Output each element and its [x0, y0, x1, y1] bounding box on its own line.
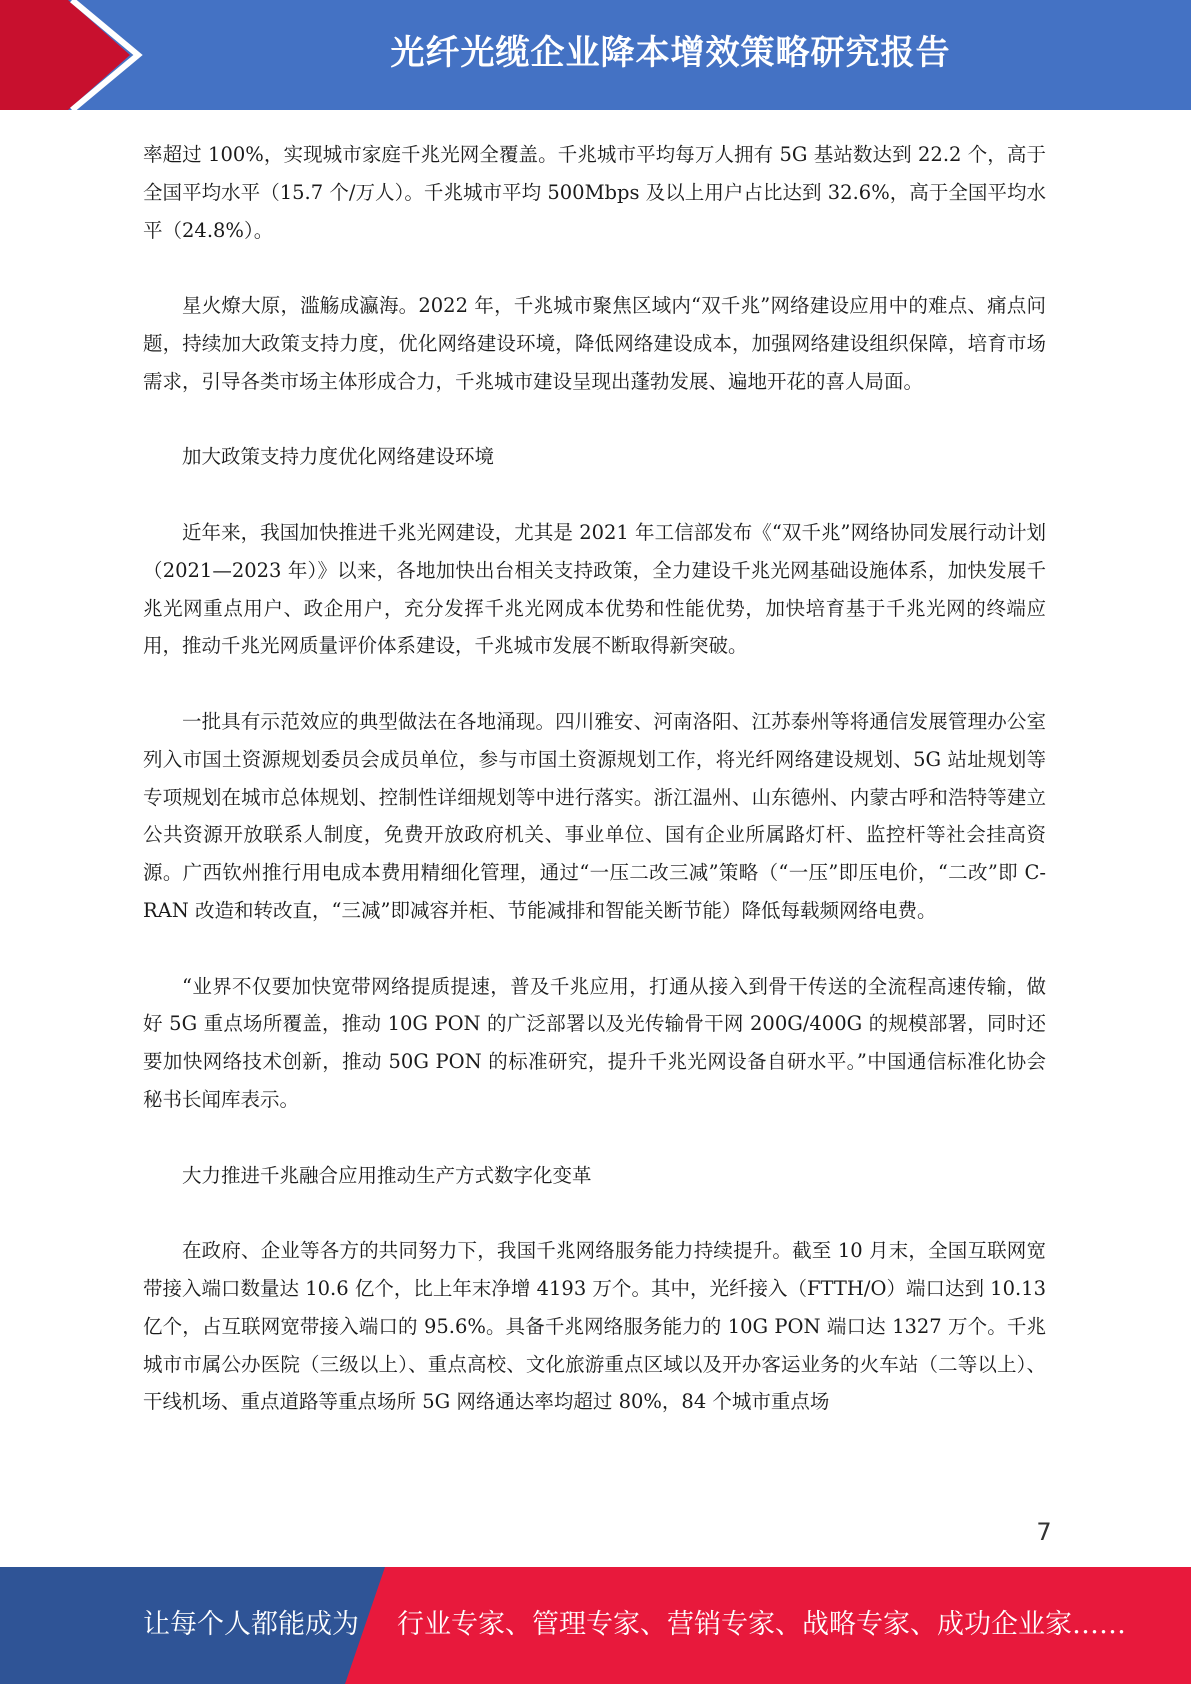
section-heading: 加大政策支持力度优化网络建设环境	[182, 445, 495, 469]
page-body	[143, 136, 1046, 1459]
paragraph: 率超过 100%，实现城市家庭千兆光网全覆盖。千兆城市平均每万人拥有 5G 基站数达到 22.2 个，高于全国平均水平（15.7 个/万人）。千兆城市平均 500Mbps 及以上用户占比达到 32.6%，高于全国平均水平（24.8%）。	[143, 143, 1046, 242]
page-number: 7	[1036, 1518, 1052, 1546]
paragraph: 在政府、企业等各方的共同努力下，我国千兆网络服务能力持续提升。截至 10 月末，全国互联网宽带接入端口数量达 10.6 亿个，比上年末净增 4193 万个。其中，光纤接入（FTTH/O）端口达到 10.13 亿个，占互联网宽带接入端口的 95.6%。具备千兆网络服务能力的 10G PON 端口达 1327 万个。千兆城市市属公办医院（三级以上）、重点高校、文化旅游重点区域以及开办客运业务的火车站（二等以上）、干线机场、重点道路等重点场所 5G 网络通达率均超过 80%，84 个城市重点场	[143, 1239, 1046, 1414]
footer-slogan-left: 让每个人都能成为	[143, 1609, 359, 1640]
paragraph: 星火燎大原，滥觞成瀛海。2022 年，千兆城市聚焦区域内“双千兆”网络建设应用中的难点、痛点问题，持续加大政策支持力度，优化网络建设环境，降低网络建设成本，加强网络建设组织保障，培育市场需求，引导各类市场主体形成合力，千兆城市建设呈现出蓬勃发展、遍地开花的喜人局面。	[143, 294, 1046, 393]
page-footer	[0, 1567, 1191, 1684]
report-title: 光纤光缆企业降本增效策略研究报告	[390, 33, 951, 73]
section-heading: 大力推进千兆融合应用推动生产方式数字化变革	[182, 1163, 592, 1187]
paragraph: 一批具有示范效应的典型做法在各地涌现。四川雅安、河南洛阳、江苏泰州等将通信发展管理办公室列入市国土资源规划委员会成员单位，参与市国土资源规划工作，将光纤网络建设规划、5G 站址规划等专项规划在城市总体规划、控制性详细规划等中进行落实。浙江温州、山东德州、内蒙古呼和浩特等建立公共资源开放联系人制度，免费开放政府机关、事业单位、国有企业所属路灯杆、监控杆等社会挂高资源。广西钦州推行用电成本费用精细化管理，通过“一压二改三减”策略（“一压”即压电价，“二改”即 C-RAN 改造和转改直，“三减”即减容并柜、节能减排和智能关断节能）降低每载频网络电费。	[143, 709, 1046, 922]
page-header	[0, 0, 1191, 110]
paragraph: “业界不仅要加快宽带网络提质提速，普及千兆应用，打通从接入到骨干传送的全流程高速传输，做好 5G 重点场所覆盖，推动 10G PON 的广泛部署以及光传输骨干网 200G/400G 的规模部署，同时还要加快网络技术创新，推动 50G PON 的标准研究，提升千兆光网设备自研水平。”中国通信标准化协会秘书长闻库表示。	[143, 974, 1046, 1111]
paragraph: 近年来，我国加快推进千兆光网建设，尤其是 2021 年工信部发布《“双千兆”网络协同发展行动计划（2021—2023 年）》以来，各地加快出台相关支持政策，全力建设千兆光网基础设施体系，加快发展千兆光网重点用户、政企用户，充分发挥千兆光网成本优势和性能优势，加快培育基于千兆光网的终端应用，推动千兆光网质量评价体系建设，千兆城市发展不断取得新突破。	[143, 520, 1046, 658]
footer-slogan-right: 行业专家、管理专家、营销专家、战略专家、成功企业家……	[397, 1609, 1126, 1640]
